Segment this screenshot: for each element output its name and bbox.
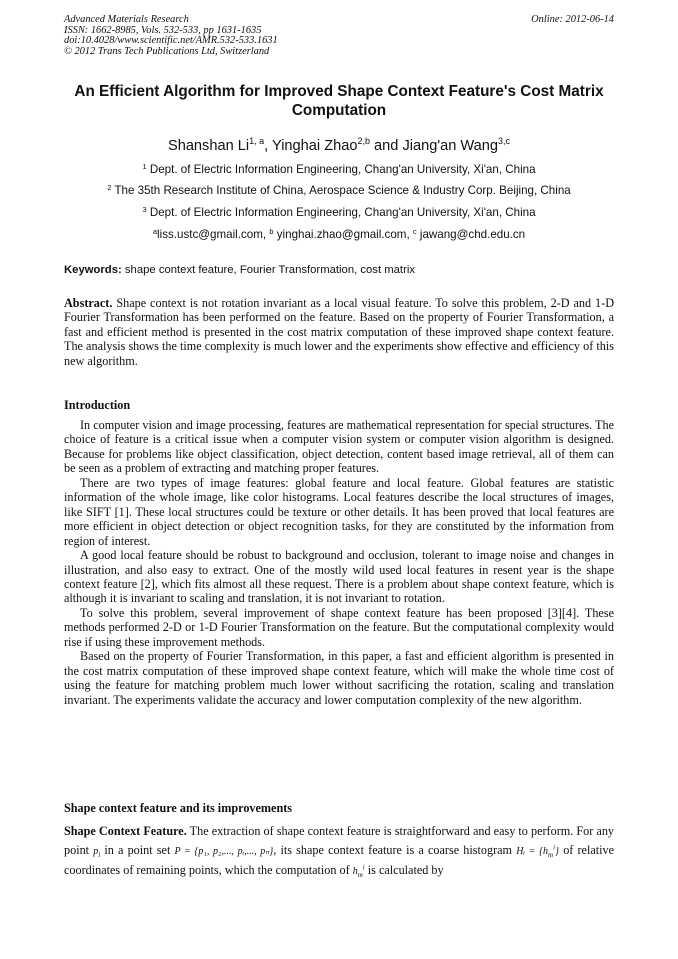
s2-text-1: The extraction of shape context feature is straightforward and easy to perform. For any point [64, 824, 615, 857]
s2-text-4: of relative coordinates of remaining points, which the computation of [64, 842, 615, 877]
email-c[interactable]: jawang@chd.edu.cn [419, 228, 526, 241]
author-and: and [374, 138, 399, 154]
introduction-heading: Introduction [64, 398, 131, 412]
math-point-set: P = {p₁, p₂,..., pᵢ,..., pₙ} [174, 845, 274, 857]
affiliation-2-sup: 2 [107, 183, 112, 192]
title-line-1: An Efficient Algorithm for Improved Shape Context Feature's Cost Matrix [74, 83, 604, 100]
author-3-sup: 3,c [498, 136, 511, 146]
abstract-text: Shape context is not rotation invariant as a local visual feature. To solve this problem, 2-D and 1-D Fourier Transformation has been performed on the feature. Based on the property of Fourier Transformation, a fast and efficient method is presented in the cost matrix computation of these improved shape context feature. The analysis shows the time complexity is much lower and the experiments show effective and efficiency of this new algorithm. [64, 296, 615, 368]
intro-paragraph-4: To solve this problem, several improvement of shape context feature has been proposed [3][4]. These methods performed 2-D or 1-D Fourier Transformation on the feature. But the computational complexity would rise if using these improvement methods. [64, 605, 614, 649]
email-a[interactable]: liss.ustc@gmail.com, [157, 228, 267, 241]
affiliation-2-text: The 35th Research Institute of China, Aerospace Science & Industry Corp. Beijing, China [114, 184, 571, 197]
abstract [64, 296, 614, 368]
section-2-body [64, 822, 614, 882]
keywords-text: shape context feature, Fourier Transformation, cost matrix [124, 264, 415, 276]
email-a-sup: a [152, 227, 158, 236]
abstract-label: Abstract. [64, 296, 113, 310]
affiliation-1-text: Dept. of Electric Information Engineering, Chang'an University, Xi'an, China [149, 163, 536, 176]
affiliation-3-sup: 3 [142, 205, 147, 214]
journal-name: Advanced Materials Research [64, 14, 189, 25]
email-c-sup: c [412, 227, 417, 236]
online-date: Online: 2012-06-14 [531, 14, 614, 25]
affiliation-3-text: Dept. of Electric Information Engineering, Chang'an University, Xi'an, China [149, 206, 536, 219]
title-line-2: Computation [291, 101, 387, 119]
journal-header [64, 15, 614, 57]
intro-paragraph-1: In computer vision and image processing, features are mathematical representation for special structures. The choice of feature is a critical issue when a computer vision system or computer vision algorithm is designed. Because for problems like object classification, object detection, content based image retrieval, all of them can be seen as a problem of extracting and matching proper features. [64, 418, 614, 476]
author-2: Yinghai Zhao [272, 138, 358, 154]
intro-paragraph-5: Based on the property of Fourier Transformation, in this paper, a fast and efficient algorithm is presented in the cost matrix computation of these improved shape context feature, which will make the whole time cost of using the feature for matching problem much lower without sacrificing the rotation, scaling and translation invariant. The experiments validate the accuracy and lower computation complexity of the new algorithm. [64, 649, 614, 707]
issn-line: ISSN: 1662-8985, Vols. 532-533, pp 1631-1635 [64, 24, 262, 36]
doi-line[interactable]: doi:10.4028/www.scientific.net/AMR.532-533.1631 [64, 35, 278, 47]
email-b-sup: b [269, 227, 274, 236]
author-1: Shanshan Li [167, 138, 250, 154]
keywords [64, 263, 624, 277]
affiliation-3 [40, 206, 638, 220]
paper-title [60, 83, 618, 120]
s2-text-3: , its shape context feature is a coarse histogram [273, 842, 513, 857]
intro-paragraph-2: There are two types of image features: global feature and local feature. Global features are statistic information of the whole image, like color histograms. Local features describe the local structures of images, like SIFT [1]. These local structures could be texture or other details. It has been proved that local features are more efficient in object detection or object recognition tasks, for they are constituted by the information from region of interest. [64, 475, 614, 548]
s2-text-2: in a point set [104, 842, 171, 857]
shape-context-label: Shape Context Feature. [64, 824, 187, 838]
copyright-line: © 2012 Trans Tech Publications Ltd, Switzerland [64, 45, 270, 57]
introduction-body [64, 418, 614, 707]
author-1-sup: 1, a [249, 136, 265, 146]
author-list: Shanshan Li$^{1, a}$, Yinghai Zhao$^{2,b}$ and Jiang'an Wang$^{3,c}$ [167, 136, 511, 154]
author-3: Jiang'an Wang [402, 138, 499, 154]
author-emails [40, 228, 638, 242]
section-2-heading: Shape context feature and its improvements [64, 801, 293, 815]
math-pi: $p_i$ [93, 845, 101, 859]
affiliation-1 [40, 163, 638, 177]
author-2-sup: 2,b [357, 136, 370, 146]
email-b[interactable]: yinghai.zhao@gmail.com, [276, 228, 410, 241]
affiliation-2 [40, 184, 638, 198]
math-h: $h_m^i$ [352, 863, 365, 879]
s2-text-5: is calculated by [367, 863, 444, 877]
keywords-label: Keywords: [64, 264, 122, 276]
affiliation-1-sup: 1 [142, 162, 147, 171]
math-histogram: Hᵢ = $\{h_m^i\}$ [516, 843, 560, 859]
intro-paragraph-3: A good local feature should be robust to background and occlusion, tolerant to image noise and changes in illustration, and also easy to extract. One of the mostly wild used local features in resent year is the shape context feature [2], which fits almost all these request. There is a problem about shape context feature, which is although it is invariant to scaling and translation, it is not invariant to rotation. [64, 548, 614, 606]
